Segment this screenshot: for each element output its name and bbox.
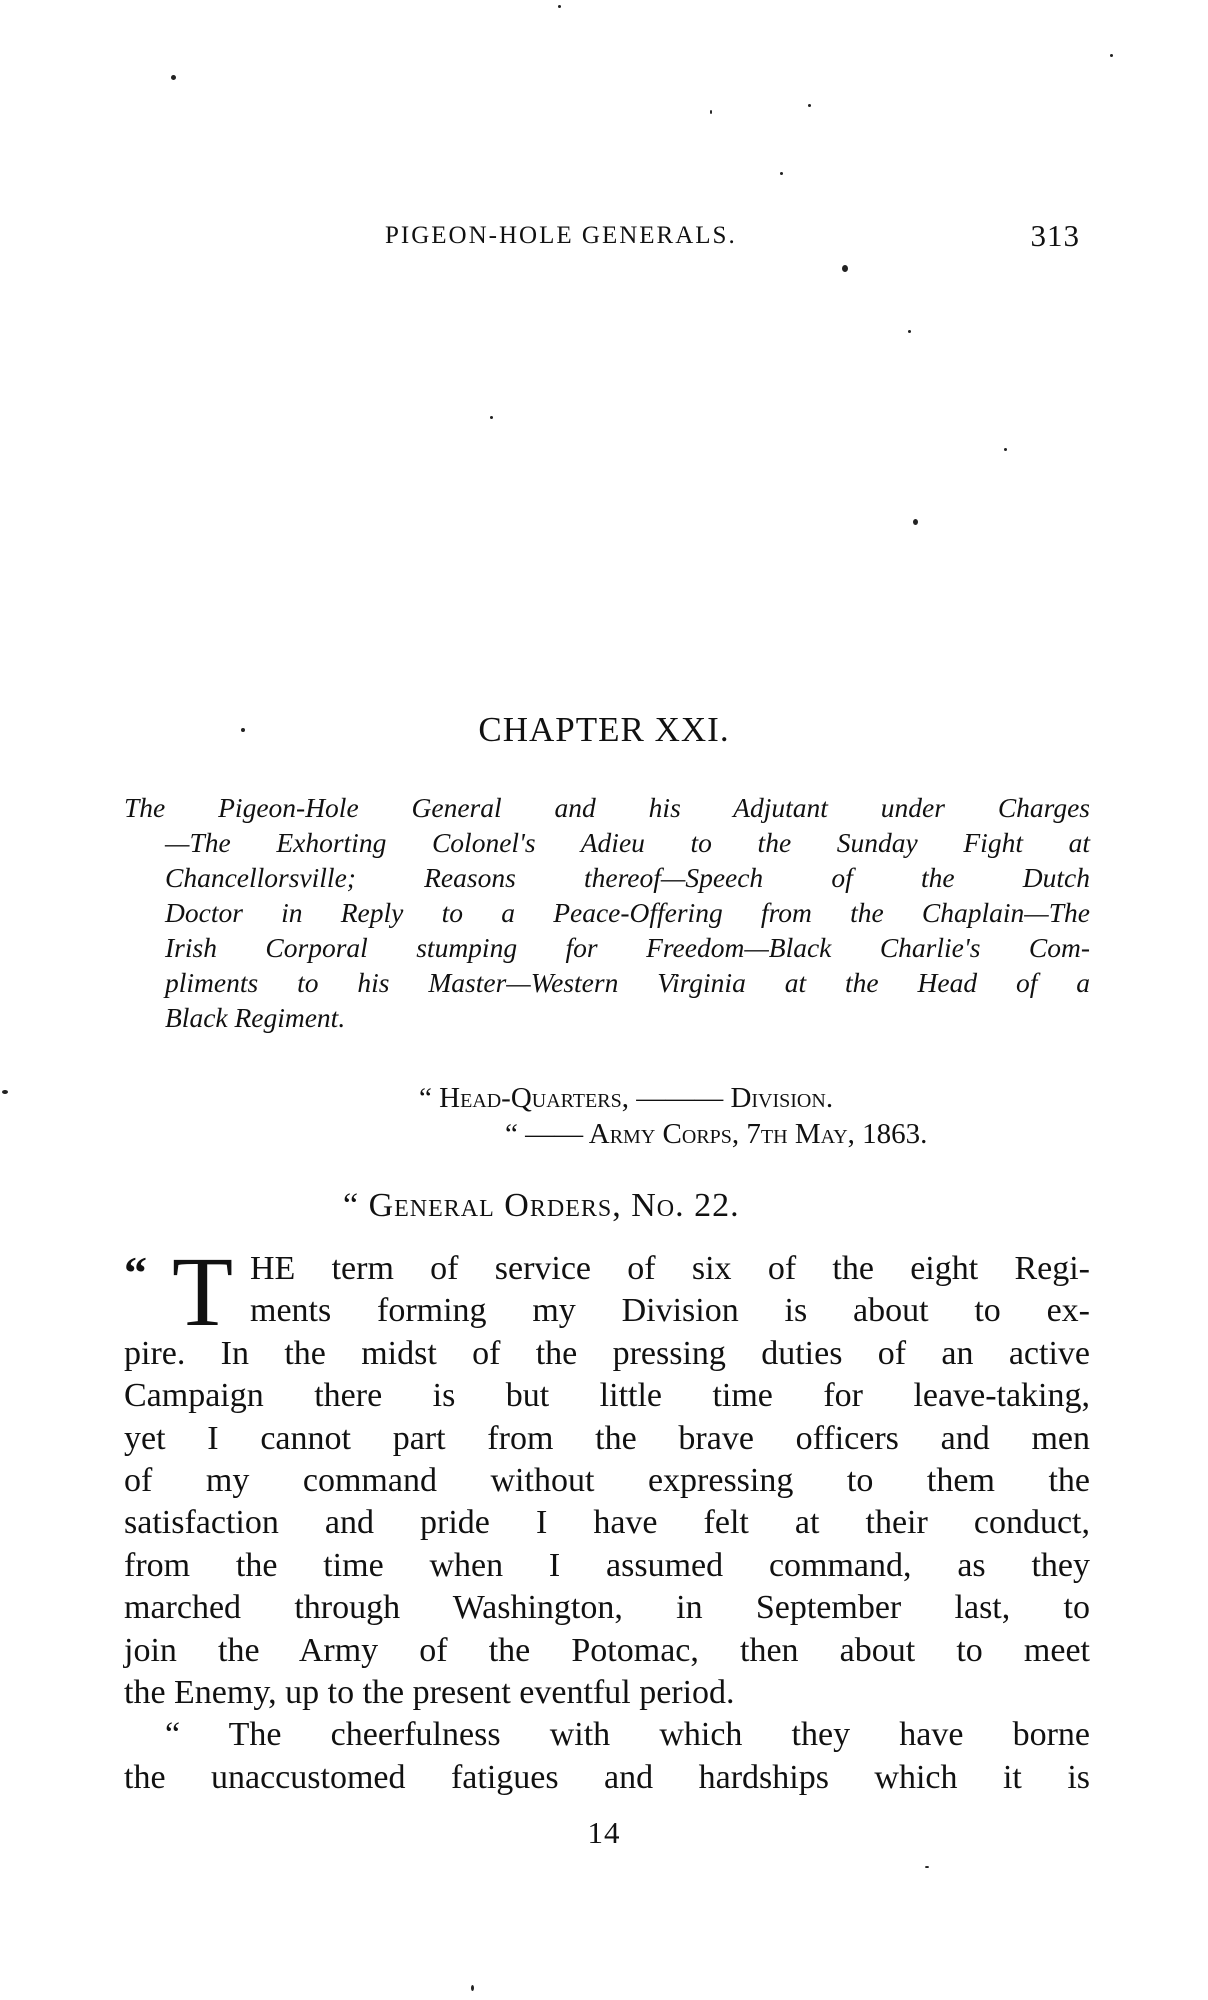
chapter-heading: CHAPTER XXI. (478, 710, 730, 749)
text-line: the Enemy, up to the present eventful period. (124, 1674, 735, 1712)
text-line: from the time when I assumed command, as they (124, 1546, 1090, 1584)
text-line: the unaccustomed fatigues and hardships which it is (124, 1758, 1090, 1796)
synopsis-line: The Pigeon-Hole General and his Adjutant under Charges (124, 792, 1090, 823)
page-number: 313 (1030, 218, 1080, 253)
scan-speck (171, 75, 176, 80)
paragraph (124, 1714, 1090, 1799)
text-line: Campaign there is but little time for leave-taking, (124, 1377, 1090, 1415)
scan-speck (842, 265, 848, 272)
synopsis-line: Irish Corporal stumping for Freedom—Black Charlie's Com- (165, 932, 1090, 963)
scan-speck (2, 1090, 8, 1094)
scan-speck (780, 172, 783, 175)
chapter-synopsis (124, 790, 1090, 1035)
drop-cap-quote: “ (124, 1247, 147, 1298)
scan-speck (1110, 54, 1113, 57)
scan-speck (558, 5, 561, 8)
text-line: join the Army of the Potomac, then about to meet (124, 1631, 1090, 1669)
scan-speck (1004, 448, 1007, 451)
scan-speck (808, 104, 811, 107)
text-line: satisfaction and pride I have felt at their conduct, (124, 1504, 1090, 1542)
text-line: marched through Washington, in September last, to (124, 1589, 1090, 1627)
text-line: yet I cannot part from the brave officers and men (124, 1419, 1090, 1457)
text-line: of my command without expressing to them the (124, 1462, 1090, 1500)
drop-cap (124, 1236, 250, 1347)
scan-speck (908, 330, 911, 333)
text-line: pire. In the midst of the pressing duties of an active (124, 1334, 1090, 1372)
synopsis-line: Doctor in Reply to a Peace-Offering from the Chaplain—The (165, 897, 1090, 928)
drop-cap-letter: T (172, 1236, 234, 1347)
synopsis-line: —The Exhorting Colonel's Adieu to the Sunday Fight at (165, 827, 1090, 858)
general-orders-title: “ General Orders, No. 22. (343, 1187, 740, 1224)
scan-speck (490, 416, 493, 419)
signature-mark: 14 (587, 1815, 621, 1850)
dateline-army-corps: “ —— Army Corps, 7th May, 1863. (505, 1118, 928, 1150)
synopsis-line: Black Regiment. (165, 1002, 346, 1033)
scan-speck (241, 728, 245, 732)
paragraph (124, 1248, 1090, 1714)
text-line: ments forming my Division is about to ex- (250, 1292, 1090, 1330)
dateline-headquarters: “ Head-Quarters, ——— Division. (419, 1082, 834, 1114)
running-head (385, 218, 1080, 262)
text-line: HE term of service of six of the eight Regi- (250, 1250, 1090, 1287)
scan-speck (471, 1985, 474, 1991)
text-line: “ The cheerfulness with which they have borne (165, 1716, 1090, 1754)
synopsis-line: Chancellorsville; Reasons thereof—Speech of the Dutch (165, 862, 1090, 893)
body-text (124, 1236, 1090, 1799)
scan-speck (913, 519, 918, 525)
scan-speck (925, 1866, 929, 1868)
synopsis-line: pliments to his Master—Western Virginia at the Head of a (165, 967, 1090, 998)
running-title: PIGEON-HOLE GENERALS. (385, 222, 737, 249)
scan-speck (710, 110, 712, 114)
